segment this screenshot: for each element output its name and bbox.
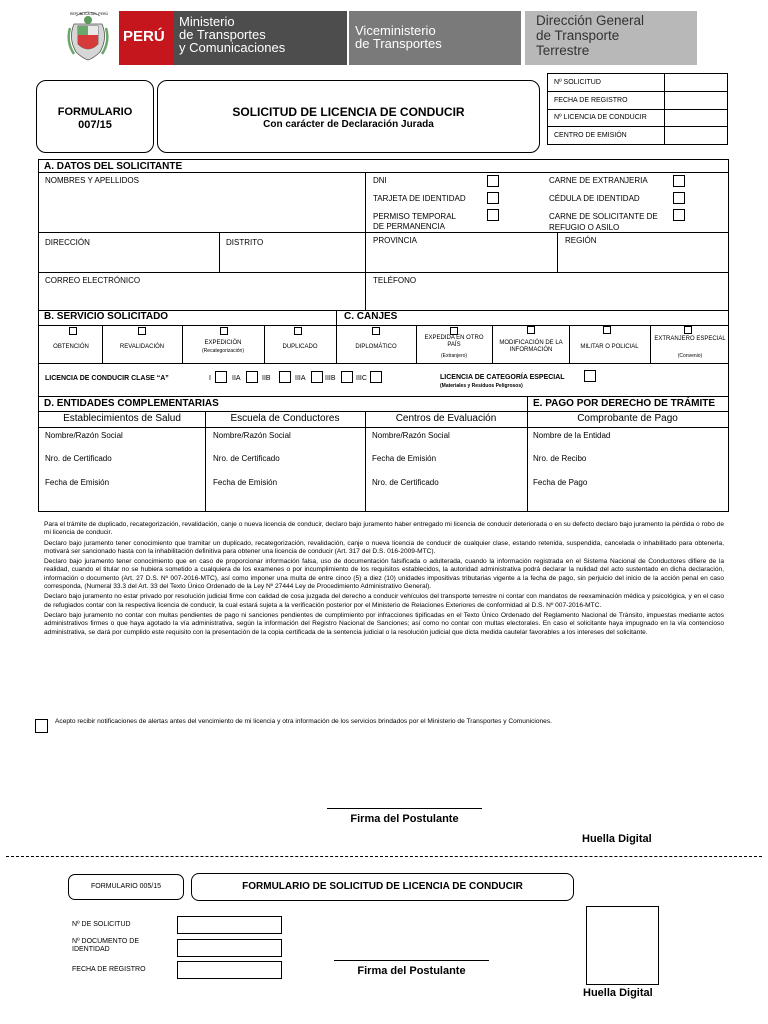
direccion-label: DIRECCIÓN	[45, 238, 90, 247]
evaluacion-field: Nro. de Certificado	[372, 478, 439, 487]
ministry-line: Ministerio	[179, 14, 235, 29]
names-label: NOMBRES Y APELLIDOS	[45, 176, 139, 185]
office-use-table	[547, 73, 728, 145]
class-i-label: I	[209, 375, 211, 382]
revalidacion-checkbox[interactable]	[138, 327, 146, 335]
class-iiic-checkbox[interactable]	[370, 371, 382, 383]
evaluacion-field: Fecha de Emisión	[372, 454, 437, 463]
declaration-paragraph: Para el trámite de duplicado, recategorización, revalidación, canje o nueva licencia de conducir, declaro bajo juramento haber entregado mi licencia de conducir deteriorada o en su defecto declaro bajo juramento la pérdida o robo de mi licencia de conducir.	[44, 521, 724, 537]
stub-title-box	[191, 873, 574, 901]
consent-text: Acepto recibir notificaciones de alertas antes del vencimiento de mi licencia y otra información de los servicios brindados por el Ministerio de Transportes y Comuniciones.	[55, 718, 552, 725]
duplicado-label: DUPLICADO	[282, 344, 318, 350]
stub-solicitud-input[interactable]	[177, 916, 282, 934]
class-iib-checkbox[interactable]	[279, 371, 291, 383]
section-bc	[38, 310, 729, 397]
expedicion-checkbox[interactable]	[220, 327, 228, 335]
license-class-label: LICENCIA DE CONDUCIR CLASE “A”	[45, 375, 169, 382]
revalidacion-label: REVALIDACIÓN	[119, 344, 165, 350]
modificacion-checkbox[interactable]	[527, 326, 535, 334]
section-a	[38, 159, 729, 311]
section-c-title: C. CANJES	[344, 311, 398, 322]
form-subtitle: Con carácter de Declaración Jurada	[263, 119, 434, 130]
consent-checkbox[interactable]	[35, 719, 48, 733]
diplomatico-label: DIPLOMÁTICO	[355, 344, 397, 350]
viceministry-line: Viceministerio	[355, 23, 436, 38]
form-id-line: FORMULARIO	[57, 106, 133, 118]
declarations-block	[44, 521, 724, 639]
section-a-title: A. DATOS DEL SOLICITANTE	[44, 161, 183, 172]
seal-caption: REPÚBLICA DEL PERÚ	[70, 12, 108, 16]
carne-sol-checkbox[interactable]	[673, 209, 685, 221]
form-title: SOLICITUD DE LICENCIA DE CONDUCIR	[232, 105, 465, 119]
direction-banner	[525, 11, 697, 65]
class-iiib-checkbox[interactable]	[341, 371, 353, 383]
office-label: CENTRO DE EMISIÓN	[554, 132, 627, 139]
direction-line: Dirección General	[536, 13, 645, 28]
stub-field-label: Nº DOCUMENTO DE IDENTIDAD	[72, 938, 139, 953]
class-iiib-label: IIIB	[325, 375, 336, 382]
escuela-field: Fecha de Emisión	[213, 478, 278, 487]
cedula-checkbox[interactable]	[673, 192, 685, 204]
class-iiic-label: IIIC	[356, 375, 367, 382]
ministry-line: y Comunicaciones	[179, 40, 286, 55]
ministry-banner	[173, 11, 347, 65]
special-category-note: (Materiales y Residuos Peligrosos)	[440, 383, 523, 389]
class-i-checkbox[interactable]	[215, 371, 227, 383]
title-box	[157, 80, 540, 153]
form-id-box	[36, 80, 154, 153]
pago-header: Comprobante de Pago	[577, 413, 678, 424]
obtencion-checkbox[interactable]	[69, 327, 77, 335]
declaration-paragraph: Declaro bajo juramento no estar privado por resolución judicial firme con calidad de cosa juzgada del derecho a conducir vehículos del transporte terrestre ni contar con mandatos de reexaminación médica y psicológica, y en el caso de refugiados contar con la respectiva licencia de conducir, la cual estará sujeta a la verificación posterior por el Ministerio de Relaciones Exteriores de conformidad al D.S. Nº 007-2016-MTC.	[44, 593, 724, 609]
class-iiia-label: IIIA	[295, 375, 306, 382]
declaration-paragraph: Declaro bajo juramento tener conocimiento que en caso de proporcionar información falsa, uso de documentación falsificada o adulterada, cuando la información registrada en el Sistema Nacional de Conductores difiere de la realidad, cuando el titular no se hubiera sometido a cualquiera de los examenes o por incumplimiento de los requisitos establecidos, la autoridad administrativa podrá declarar la nulidad del acto sustentado en dicha declaración, información o documento (Art. 27 D.S. Nº 007-2016-MTC), así como imponer una multa de entre cinco (5) a diez (10) unidades impositivas tributarias vigente a la fecha de pago, sin perjuicio del inicio de la acción penal en caso corresponda, (Numeral 33.3 del Art. 33 del Texto Único Ordenado de la Ley Nº 27444 Ley de Procedimiento Administrativo General).	[44, 558, 724, 591]
section-b-title: B. SERVICIO SOLICITADO	[44, 311, 169, 322]
salud-field: Nro. de Certificado	[45, 454, 112, 463]
dni-label: DNI	[373, 176, 387, 185]
declaration-paragraph: Declaro bajo juramento no contar con multas pendientes de pago ni sanciones pendientes de cumplimiento por infracciones tipificadas en el Texto Único Ordenado del Reglamento Nacional de Tránsito, impuestas mediante actos administrativos firmes o que haya agotado la vía administrativa, según la información del Registro Nacional de Sanciones; así como no contar con multas electorales. En caso el solicitante haya impugnado en la vía contencioso administrativa, se dará por cumplido este requisito con la presentación de la copia certificada de la sentencia judicial o la resolución judicial que dicta medida cautelar favorables a los intereses del solicitante.	[44, 611, 724, 636]
office-label: Nº SOLICITUD	[554, 79, 601, 86]
stub-fingerprint-label: Huella Digital	[583, 987, 653, 999]
carne-ext-checkbox[interactable]	[673, 175, 685, 187]
pago-field: Nombre de la Entidad	[533, 431, 611, 440]
expedicion-note: (Recategorización)	[202, 348, 244, 354]
direction-line: Terrestre	[536, 43, 590, 58]
extranjero-especial-note: (Convenio)	[677, 353, 703, 359]
salud-field: Fecha de Emisión	[45, 478, 110, 487]
otro-pais-checkbox[interactable]	[450, 327, 458, 335]
stub-form-id-text: FORMULARIO 005/15	[90, 883, 162, 890]
telefono-label: TELÉFONO	[373, 276, 417, 285]
signature-label: Firma del Postulante	[350, 813, 459, 825]
section-d-title: D. ENTIDADES COMPLEMENTARIAS	[44, 398, 219, 409]
escuela-header: Escuela de Conductores	[230, 413, 340, 424]
direction-line: de Transporte	[536, 28, 620, 43]
modificacion-label: MODIFICACIÓN DE LA INFORMACIÓN	[499, 340, 563, 353]
permiso-label: DE PERMANENCIA	[373, 222, 446, 231]
carne-ext-label: CARNE DE EXTRANJERIA	[549, 176, 648, 185]
national-seal	[62, 8, 114, 64]
cut-line	[6, 856, 762, 857]
form-id-number: 007/15	[78, 119, 112, 131]
evaluacion-field: Nombre/Razón Social	[372, 431, 450, 440]
carne-sol-label: CARNE DE SOLICITANTE DE	[549, 212, 658, 221]
class-iib-label: IIB	[262, 375, 271, 382]
special-category-checkbox[interactable]	[584, 370, 596, 382]
salud-header: Establecimientos de Salud	[63, 413, 181, 424]
stub-title: FORMULARIO DE SOLICITUD DE LICENCIA DE CONDUCIR	[242, 881, 523, 892]
evaluacion-header: Centros de Evaluación	[395, 413, 497, 424]
declaration-paragraph: Declaro bajo juramento tener conocimiento que tramitar un duplicado, recategorización, revalidación, canje o nueva licencia de conducir de cualquier clase, estando retenida, suspendida, cancelada o inhabilitado para obtenerla, motivará ser sancionado hasta con la inhabilitación definitiva para obtener una licencia de conducir (Art. 317 del D.S. 016-2009-MTC).	[44, 539, 724, 555]
region-label: REGIÓN	[565, 236, 597, 245]
provincia-label: PROVINCIA	[373, 236, 418, 245]
fingerprint-label: Huella Digital	[582, 833, 652, 845]
pago-field: Fecha de Pago	[533, 478, 588, 487]
office-label: FECHA DE REGISTRO	[554, 97, 628, 104]
pago-field: Nro. de Recibo	[533, 454, 587, 463]
diplomatico-checkbox[interactable]	[372, 327, 380, 335]
otro-pais-label: EXPEDIDA EN OTRO PAÍS	[424, 335, 484, 348]
salud-field: Nombre/Razón Social	[45, 431, 123, 440]
carne-sol-label: REFUGIO O ASILO	[549, 223, 620, 232]
dni-checkbox[interactable]	[487, 175, 499, 187]
permiso-checkbox[interactable]	[487, 209, 499, 221]
escuela-field: Nro. de Certificado	[213, 454, 280, 463]
viceministry-line: de Transportes	[355, 36, 442, 51]
stub-documento-input[interactable]	[177, 939, 282, 957]
special-category-label: LICENCIA DE CATEGORÍA ESPECIAL	[440, 374, 565, 381]
permiso-label: PERMISO TEMPORAL	[373, 212, 456, 221]
peru-banner	[119, 11, 173, 65]
correo-label: CORREO ELECTRÓNICO	[45, 276, 141, 285]
extranjero-especial-label: EXTRANJERO ESPECIAL	[654, 336, 726, 342]
militar-checkbox[interactable]	[603, 326, 611, 334]
escuela-field: Nombre/Razón Social	[213, 431, 291, 440]
expedicion-label: EXPEDICIÓN	[204, 340, 242, 346]
obtencion-label: OBTENCIÓN	[53, 344, 89, 350]
class-iia-label: IIA	[232, 375, 241, 382]
stub-field-label: Nº DE SOLICITUD	[72, 921, 131, 928]
viceministry-banner	[349, 11, 521, 65]
peru-text: PERÚ	[123, 28, 165, 45]
duplicado-checkbox[interactable]	[294, 327, 302, 335]
cedula-label: CÉDULA DE IDENTIDAD	[549, 194, 640, 203]
section-de	[38, 396, 729, 512]
extranjero-especial-checkbox[interactable]	[684, 326, 692, 334]
fingerprint-box[interactable]	[586, 906, 659, 985]
stub-form-id	[68, 874, 184, 900]
militar-label: MILITAR O POLICIAL	[580, 344, 639, 350]
tarjeta-checkbox[interactable]	[487, 192, 499, 204]
section-e-title: E. PAGO POR DERECHO DE TRÁMITE	[533, 398, 716, 409]
distrito-label: DISTRITO	[226, 238, 264, 247]
stub-fecha-input[interactable]	[177, 961, 282, 979]
office-label: Nº LICENCIA DE CONDUCIR	[554, 114, 647, 121]
tarjeta-label: TARJETA DE IDENTIDAD	[373, 194, 466, 203]
class-iia-checkbox[interactable]	[246, 371, 258, 383]
stub-signature-label: Firma del Postulante	[357, 965, 466, 977]
stub-field-label: FECHA DE REGISTRO	[72, 966, 146, 973]
class-iiia-checkbox[interactable]	[311, 371, 323, 383]
ministry-line: de Transportes	[179, 27, 266, 42]
otro-pais-note: (Extranjero)	[440, 353, 468, 359]
